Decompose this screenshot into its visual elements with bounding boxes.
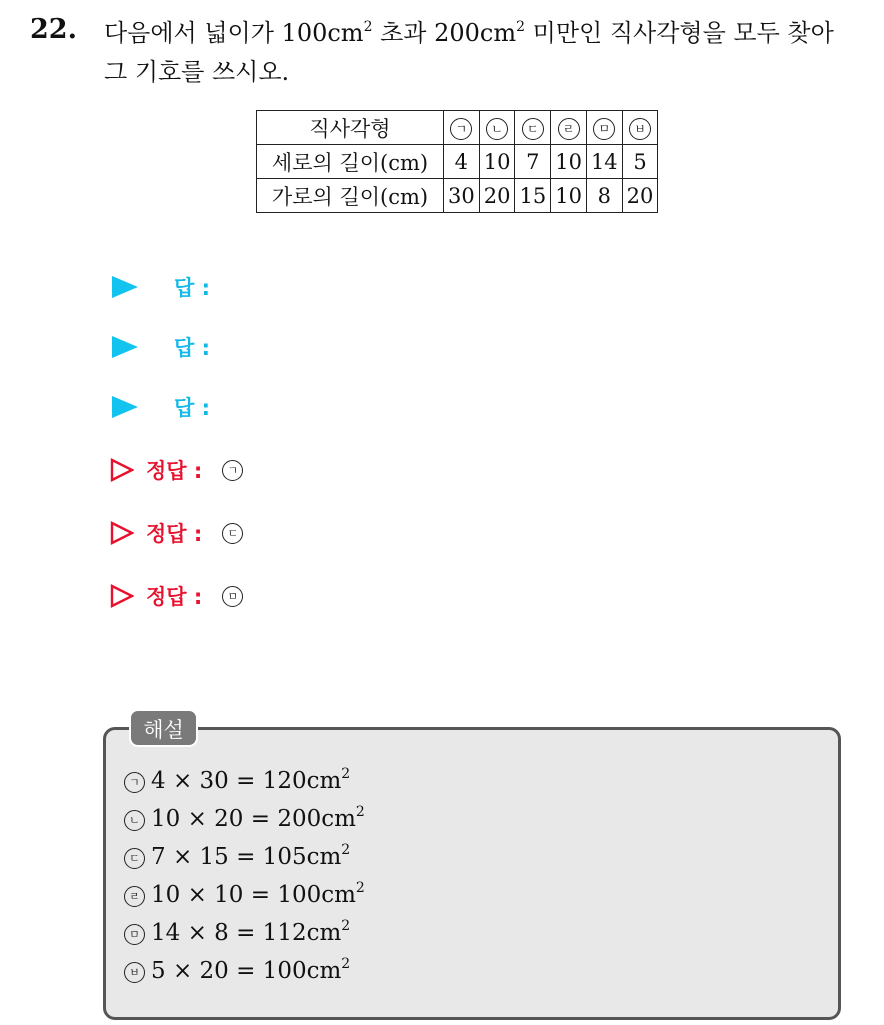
- correct-answer-label: 정답 :: [146, 459, 203, 483]
- circled-symbol-icon: ㄹ: [124, 886, 145, 907]
- table-cell: 10: [551, 145, 587, 179]
- circled-symbol-icon: ㅂ: [124, 962, 145, 983]
- table-cell: 4: [444, 145, 480, 179]
- question-text: [104, 14, 874, 92]
- solution-lines: [124, 764, 365, 992]
- play-triangle-icon: [112, 336, 138, 358]
- table-symbol-cell: [479, 111, 515, 145]
- correct-answer-value: [222, 586, 243, 607]
- answer-label: 답 :: [174, 276, 210, 300]
- solution-exponent: 2: [341, 766, 351, 782]
- table-row-symbols: [257, 111, 658, 145]
- correct-answer-label: 정답 :: [146, 522, 203, 546]
- question-text-part1: 다음에서 넓이가 100cm: [104, 19, 364, 47]
- question-text-line2: 그 기호를 쓰시오.: [104, 58, 290, 86]
- table-cell: 15: [515, 179, 551, 213]
- answer-label: 답 :: [174, 396, 210, 420]
- table-cell: 14: [586, 145, 622, 179]
- solution-exponent: 2: [341, 842, 351, 858]
- outline-triangle-icon: [110, 584, 134, 608]
- table-cell: 7: [515, 145, 551, 179]
- table-row-widths: [257, 179, 658, 213]
- solution-expression: 5 × 20 = 100cm: [151, 958, 342, 984]
- table-header-label: 직사각형: [257, 111, 444, 145]
- solution-exponent: 2: [355, 804, 365, 820]
- correct-answer-value: [222, 460, 243, 481]
- table-symbol-cell: [586, 111, 622, 145]
- table-symbol-cell: [622, 111, 658, 145]
- table-symbol-cell: [444, 111, 480, 145]
- table-symbol-cell: [551, 111, 587, 145]
- correct-answer-row: [108, 578, 243, 614]
- correct-answer-row: [108, 452, 243, 488]
- circled-symbol-icon: ㄱ: [124, 772, 145, 793]
- answer-blank-row[interactable]: [108, 389, 210, 425]
- solution-line: [124, 954, 365, 992]
- outline-triangle-icon: [110, 521, 134, 545]
- solution-exponent: 2: [355, 880, 365, 896]
- table-row-label: 세로의 길이(cm): [257, 145, 444, 179]
- solution-exponent: 2: [341, 956, 351, 972]
- solution-expression: 4 × 30 = 120cm: [151, 768, 342, 794]
- solution-line: [124, 840, 365, 878]
- solution-tag: 해설: [129, 709, 198, 747]
- table-row-heights: [257, 145, 658, 179]
- solution-expression: 14 × 8 = 112cm: [151, 920, 342, 946]
- table-symbol-cell: [515, 111, 551, 145]
- circled-symbol-icon: ㄴ: [124, 810, 145, 831]
- table-cell: 20: [479, 179, 515, 213]
- circled-symbol-icon: ㄷ: [222, 523, 243, 544]
- answer-blank-row[interactable]: [108, 269, 210, 305]
- correct-answer-row: [108, 515, 243, 551]
- table-cell: 30: [444, 179, 480, 213]
- question-number: 22.: [30, 14, 77, 45]
- question-text-part2: 초과 200cm: [372, 19, 517, 47]
- question-exp1: 2: [363, 19, 373, 35]
- circled-symbol-icon: ㄱ: [222, 460, 243, 481]
- table-row-label: 가로의 길이(cm): [257, 179, 444, 213]
- solution-line: [124, 916, 365, 954]
- answer-label: 답 :: [174, 336, 210, 360]
- circled-symbol-icon: ㄹ: [558, 118, 580, 140]
- answer-blank-row[interactable]: [108, 329, 210, 365]
- circled-symbol-icon: ㄴ: [486, 118, 508, 140]
- table-cell: 10: [551, 179, 587, 213]
- circled-symbol-icon: ㄱ: [450, 118, 472, 140]
- rectangle-table: [256, 110, 658, 213]
- correct-answer-value: [222, 523, 243, 544]
- solution-exponent: 2: [341, 918, 351, 934]
- solution-line: [124, 878, 365, 916]
- question-exp2: 2: [516, 19, 526, 35]
- solution-expression: 7 × 15 = 105cm: [151, 844, 342, 870]
- circled-symbol-icon: ㅁ: [593, 118, 615, 140]
- table-cell: 8: [586, 179, 622, 213]
- solution-expression: 10 × 20 = 200cm: [151, 806, 356, 832]
- outline-triangle-icon: [110, 458, 134, 482]
- play-triangle-icon: [112, 276, 138, 298]
- question-text-part3: 미만인 직사각형을 모두 찾아: [525, 19, 834, 47]
- table-cell: 10: [479, 145, 515, 179]
- solution-line: [124, 802, 365, 840]
- circled-symbol-icon: ㄷ: [522, 118, 544, 140]
- play-triangle-icon: [112, 396, 138, 418]
- circled-symbol-icon: ㅁ: [222, 586, 243, 607]
- table-cell: 20: [622, 179, 658, 213]
- solution-expression: 10 × 10 = 100cm: [151, 882, 356, 908]
- circled-symbol-icon: ㄷ: [124, 848, 145, 869]
- circled-symbol-icon: ㅁ: [124, 924, 145, 945]
- circled-symbol-icon: ㅂ: [629, 118, 651, 140]
- table-cell: 5: [622, 145, 658, 179]
- correct-answer-label: 정답 :: [146, 585, 203, 609]
- solution-line: [124, 764, 365, 802]
